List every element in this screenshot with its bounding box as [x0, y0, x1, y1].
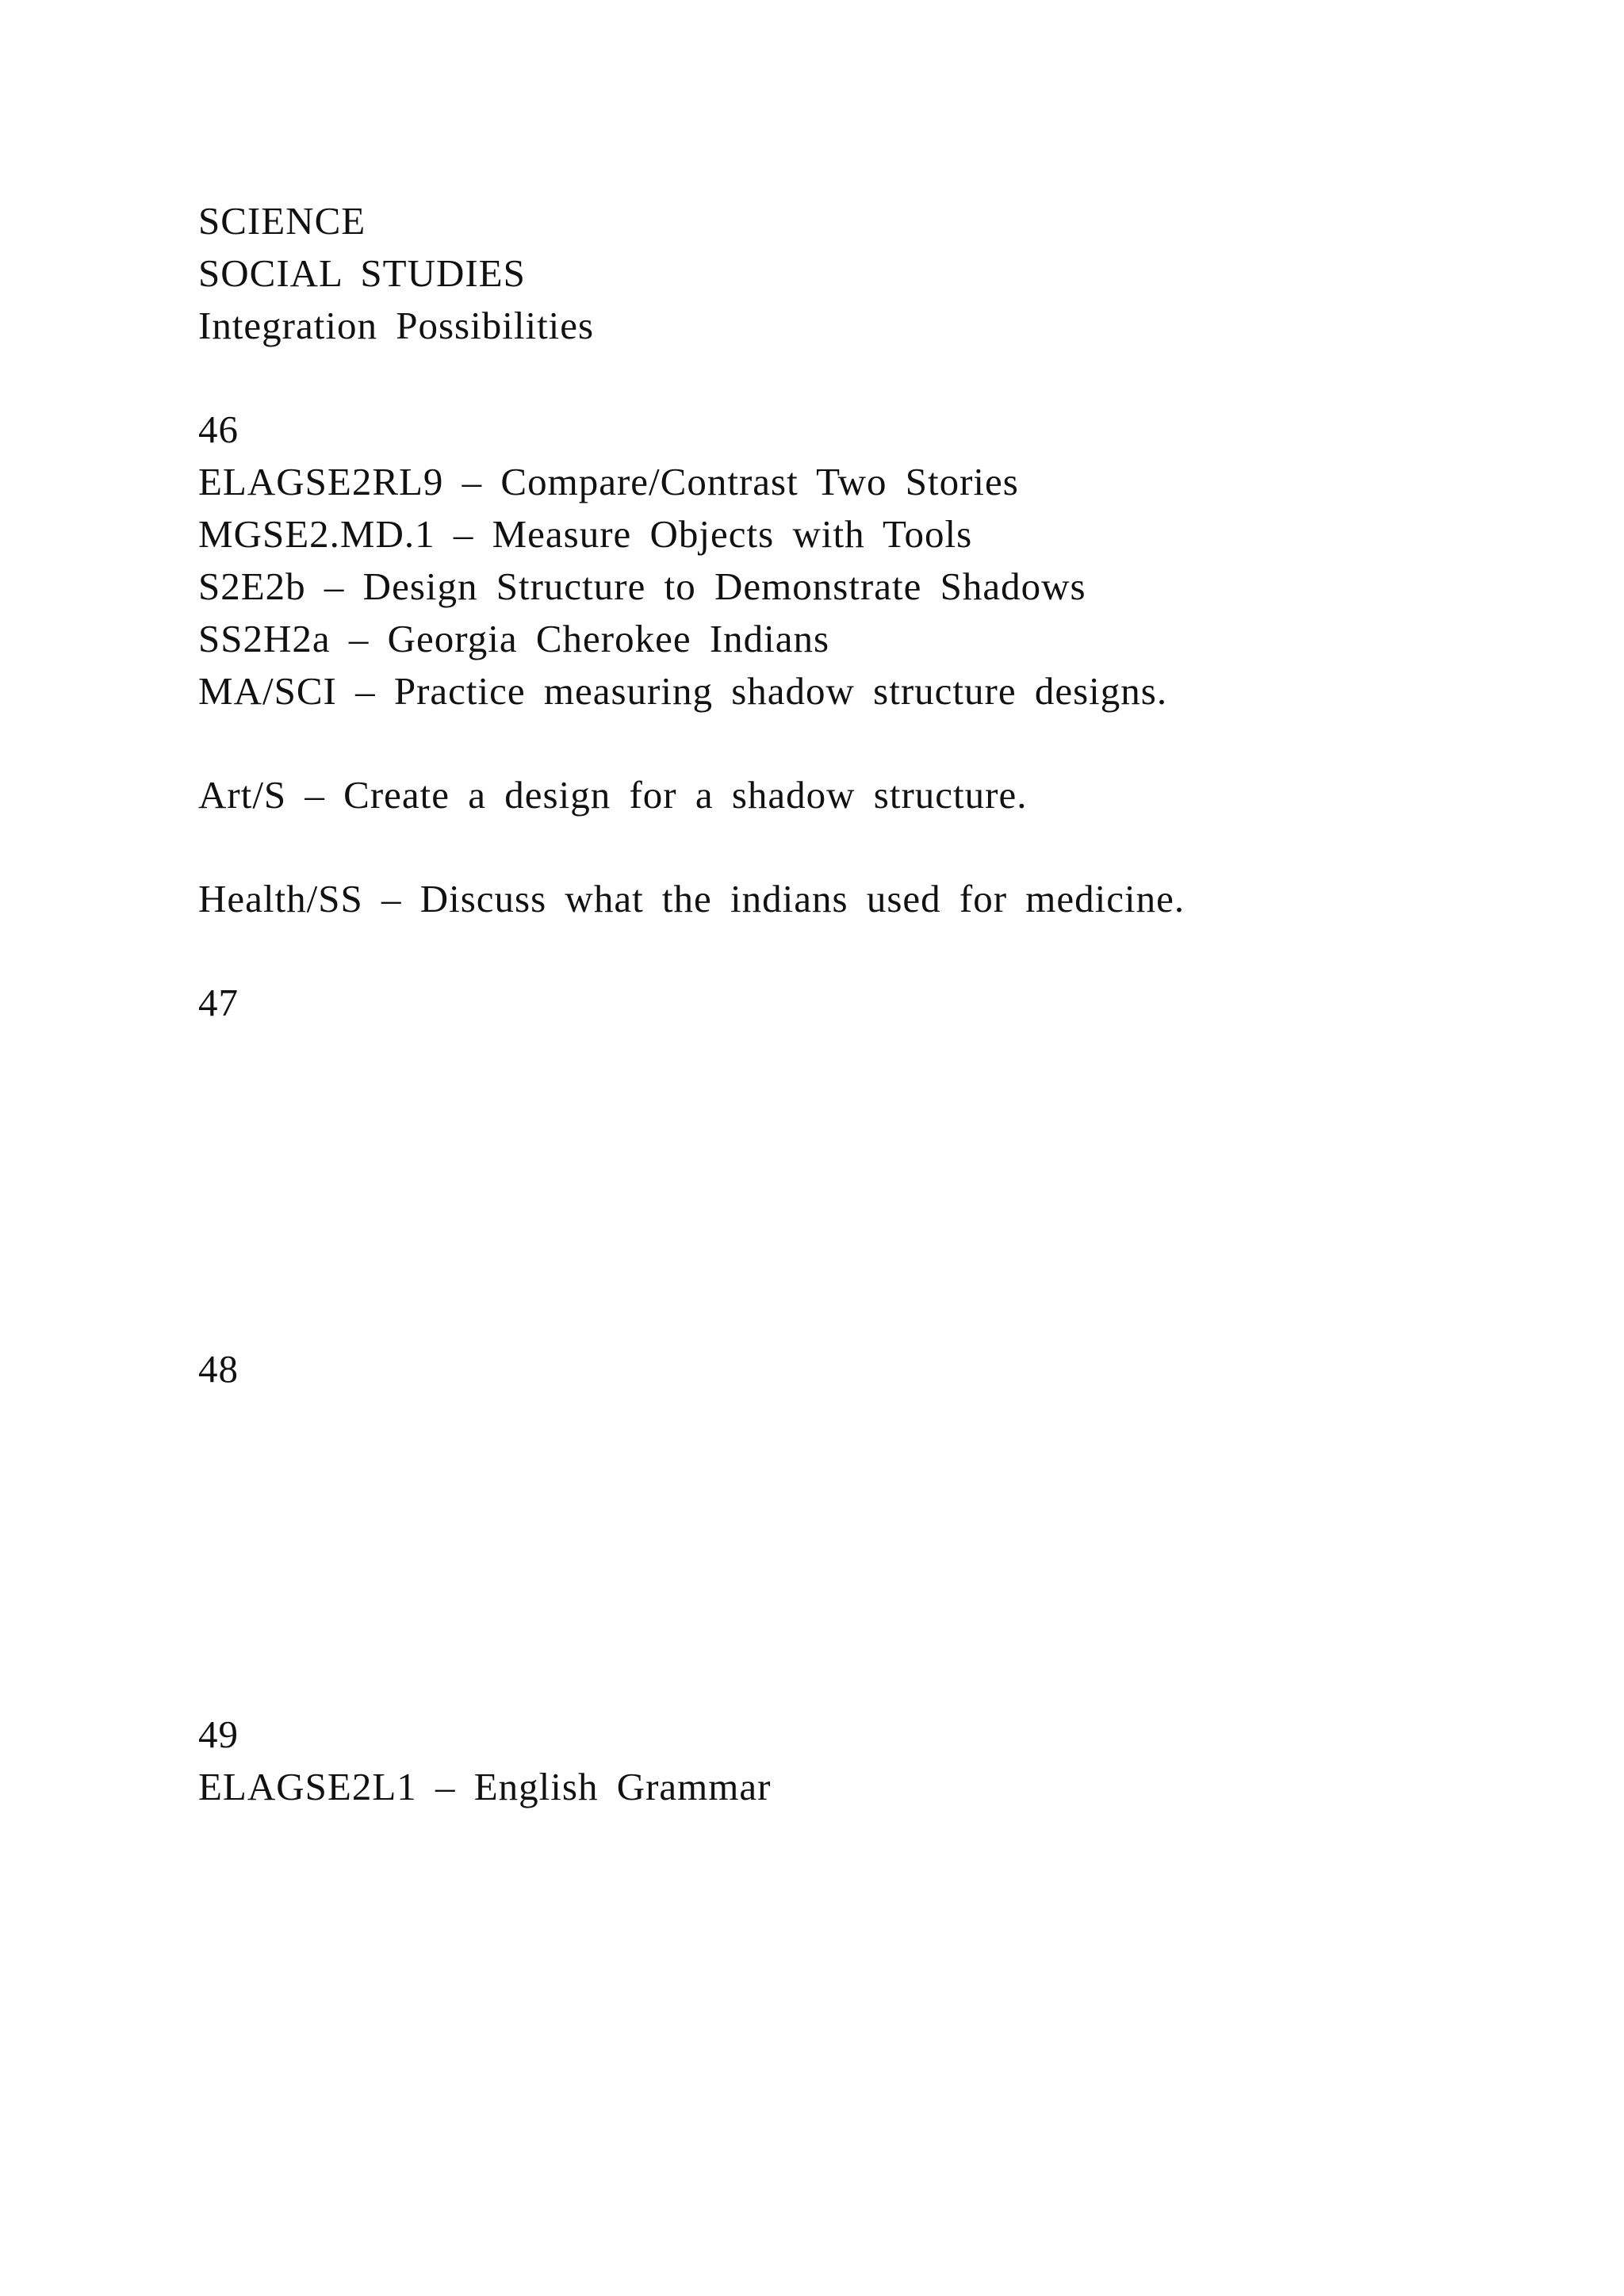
page-number-49: 49: [198, 1712, 239, 1756]
page-number-48: 48: [198, 1347, 239, 1391]
heading-social-studies: SOCIAL STUDIES: [198, 251, 526, 295]
standard-line: MGSE2.MD.1 – Measure Objects with Tools: [198, 512, 973, 556]
integration-line-health: Health/SS – Discuss what the indians used for medicine.: [198, 877, 1185, 920]
standard-line: ELAGSE2RL9 – Compare/Contrast Two Stories: [198, 460, 1019, 503]
integration-line-art: Art/S – Create a design for a shadow structure.: [198, 773, 1028, 817]
heading-science: SCIENCE: [198, 199, 366, 243]
standard-line: S2E2b – Design Structure to Demonstrate Shadows: [198, 564, 1086, 608]
heading-integration-possibilities: Integration Possibilities: [198, 304, 595, 347]
page-number-47: 47: [198, 981, 239, 1024]
standard-line: SS2H2a – Georgia Cherokee Indians: [198, 617, 830, 660]
integration-line-ma-sci: MA/SCI – Practice measuring shadow structure designs.: [198, 669, 1168, 713]
page-number-46: 46: [198, 408, 239, 451]
standard-line: ELAGSE2L1 – English Grammar: [198, 1765, 772, 1808]
